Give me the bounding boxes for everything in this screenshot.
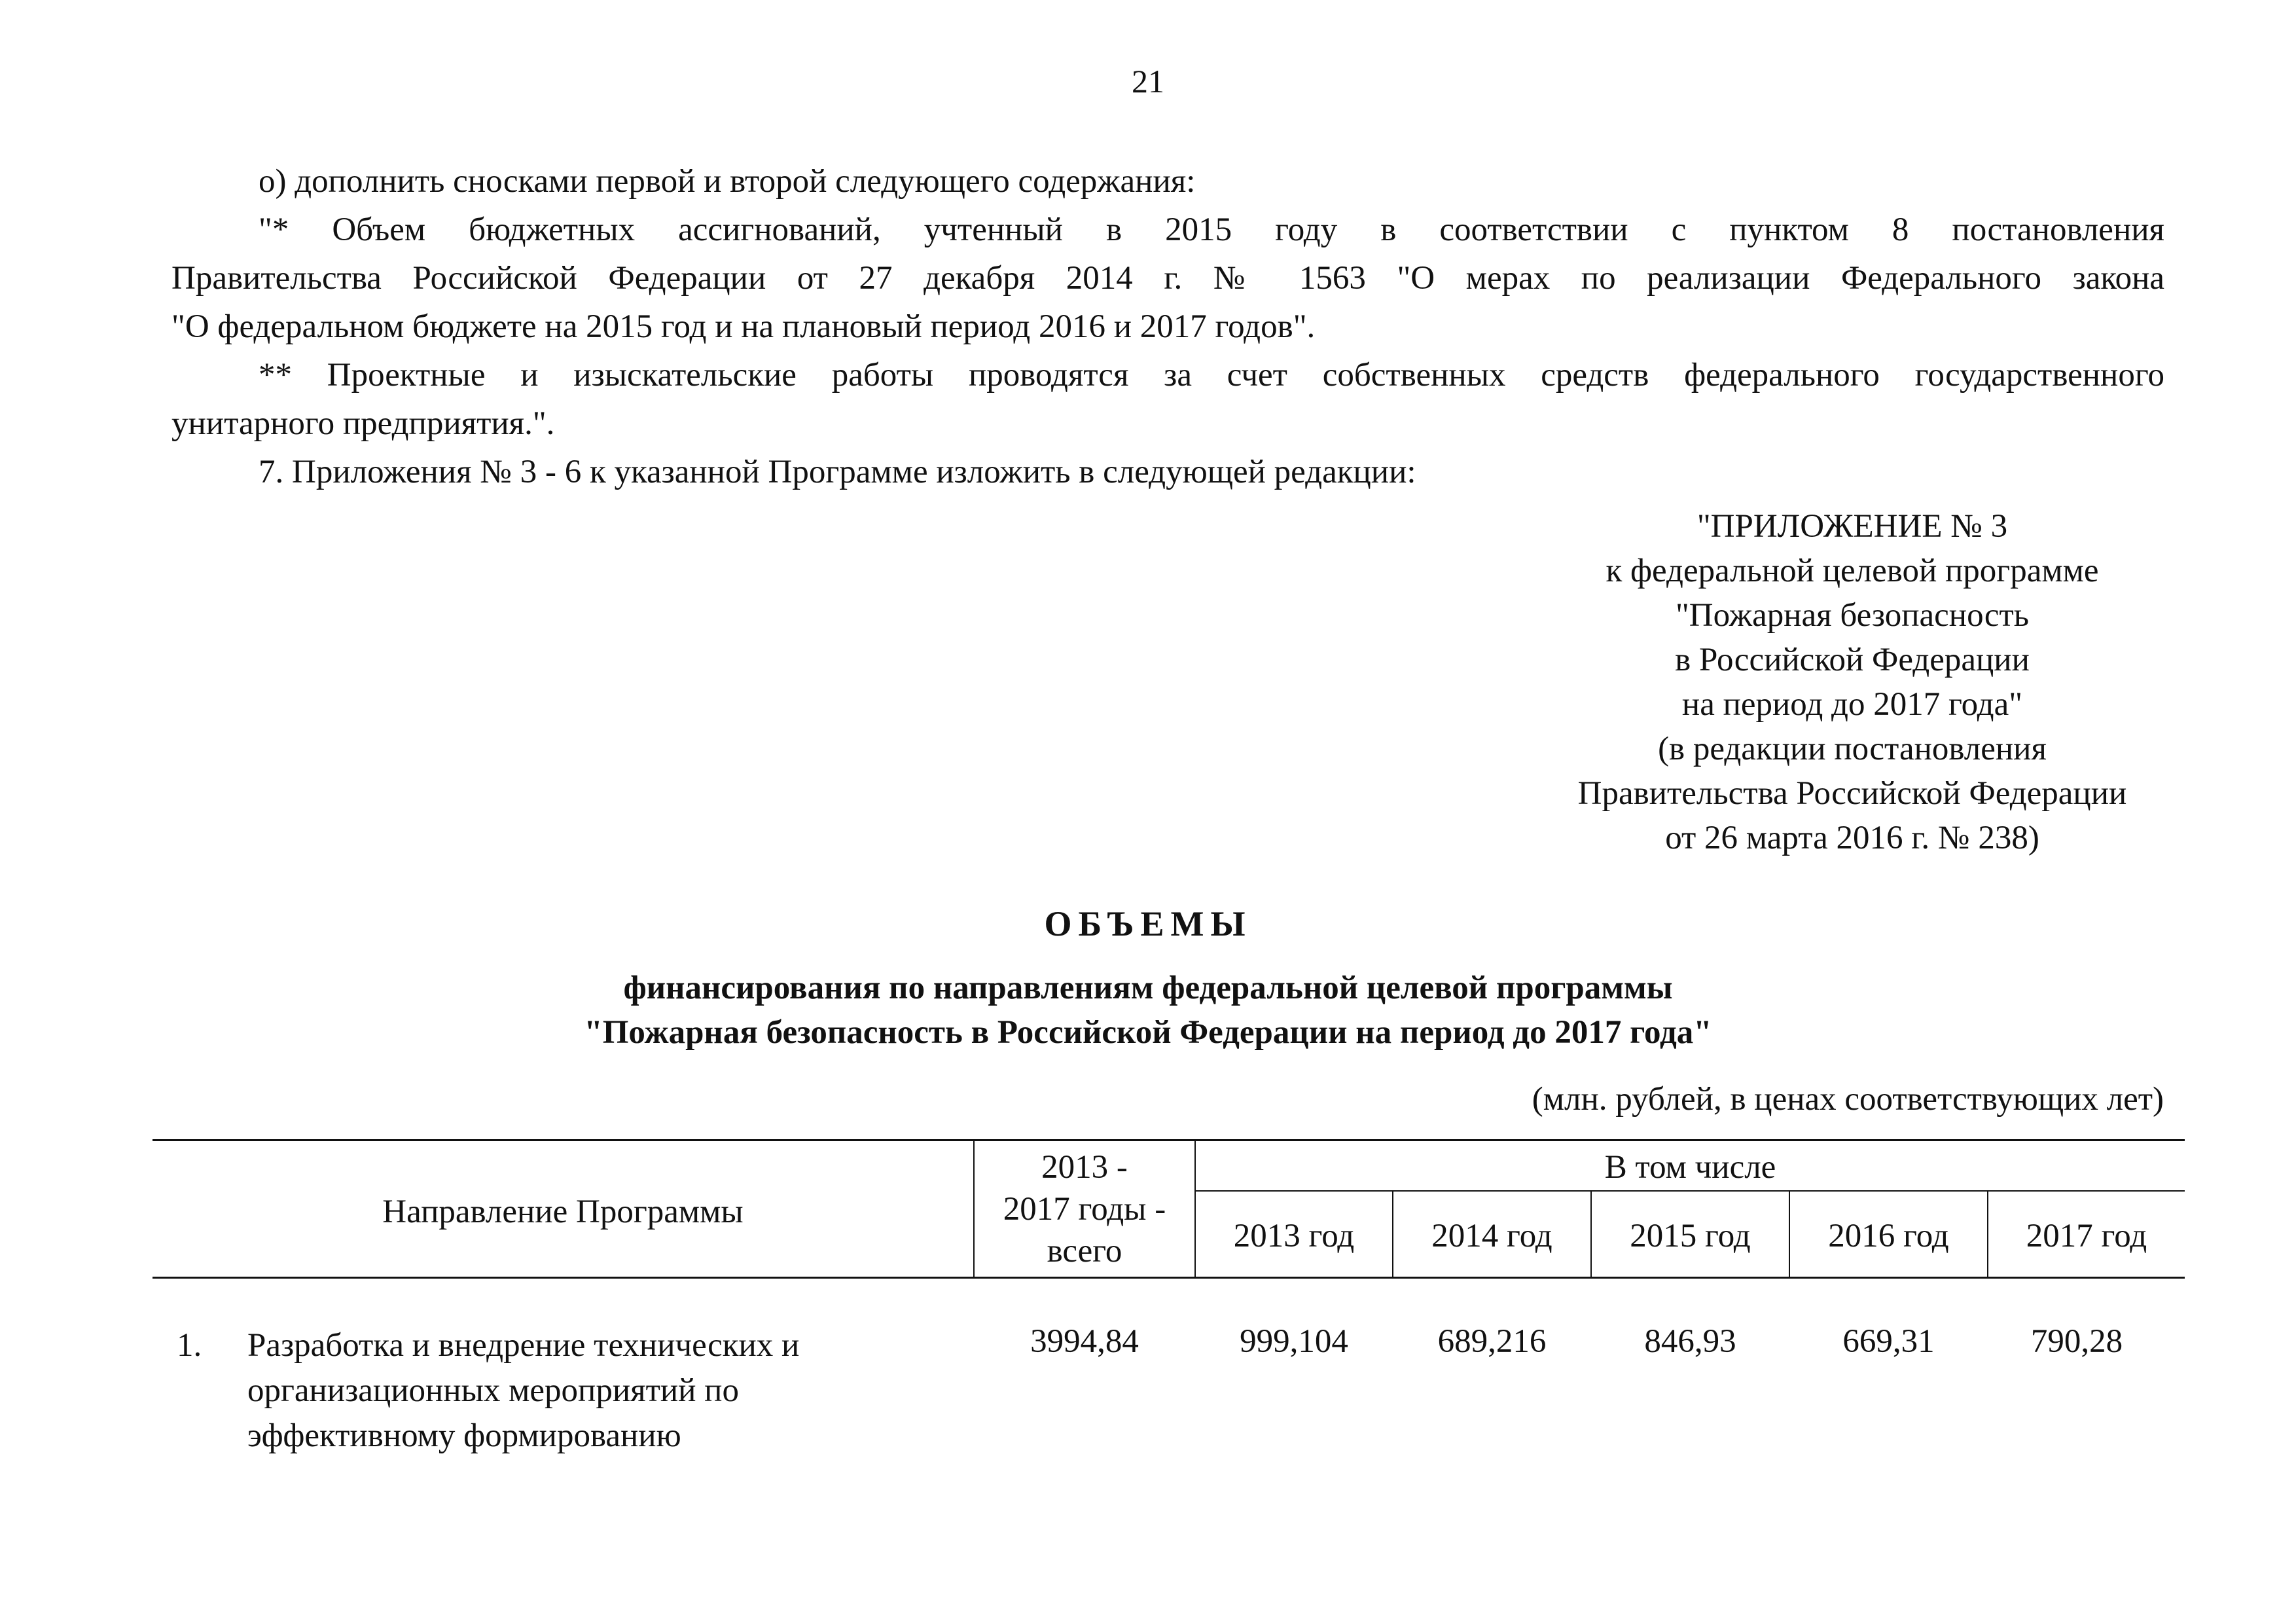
appendix-line: "ПРИЛОЖЕНИЕ № 3 [1696, 508, 2008, 545]
units-note: (млн. рублей, в ценах соответствующих лет) [1532, 1081, 2164, 1118]
page-number: 21 [1132, 63, 1164, 100]
footnote2-line1: ** Проектные и изыскательские работы проводятся за счет собственных средств федерального государственного [259, 357, 2164, 393]
header-year-2016: 2016 год [1828, 1218, 1949, 1254]
subheader-rule [1194, 1190, 2185, 1192]
appendix-block [1505, 504, 2199, 860]
row-value-2014: 689,216 [1437, 1323, 1547, 1360]
row-value-2013: 999,104 [1240, 1323, 1348, 1360]
header-year-2013: 2013 год [1233, 1218, 1355, 1254]
header-including: В том числе [1604, 1149, 1776, 1186]
footnote1-line1: "* Объем бюджетных ассигнований, учтенный в 2015 году в соответствии с пунктом 8 постановления [259, 211, 2164, 248]
document-title: ОБЪЕМЫ [1044, 904, 1252, 943]
footnote2-line2: унитарного предприятия.". [171, 405, 555, 442]
row-value-2015: 846,93 [1644, 1323, 1736, 1360]
appendix-line: от 26 марта 2016 г. № 238) [1665, 820, 2039, 856]
subtitle-line: "Пожарная безопасность в Российской Федерации на период до 2017 года" [584, 1014, 1712, 1051]
subtitle-line: финансирования по направлениям федеральной целевой программы [623, 970, 1673, 1006]
intro-line: о) дополнить сносками первой и второй следующего содержания: [259, 163, 1196, 200]
appendix-line: (в редакции постановления [1658, 731, 2047, 767]
header-bottom-rule [152, 1277, 2185, 1279]
header-total-line2: 2017 годы - [1003, 1191, 1166, 1228]
appendix-line: Правительства Российской Федерации [1577, 775, 2127, 812]
table-top-rule [152, 1139, 2185, 1141]
header-year-2017: 2017 год [2026, 1218, 2147, 1254]
row-direction-line: Разработка и внедрение технических и [247, 1327, 800, 1364]
item7-line: 7. Приложения № 3 - 6 к указанной Программе изложить в следующей редакции: [259, 454, 1416, 490]
header-year-2014: 2014 год [1431, 1218, 1552, 1254]
appendix-line: "Пожарная безопасность [1675, 597, 2030, 634]
row-value-2016: 669,31 [1842, 1323, 1935, 1360]
document-subtitle [0, 966, 2296, 1055]
appendix-line: на период до 2017 года" [1681, 686, 2023, 723]
footnote1-line3: "О федеральном бюджете на 2015 год и на плановый период 2016 и 2017 годов". [171, 308, 1316, 345]
header-total-line1: 2013 - [1041, 1149, 1128, 1186]
row-direction-line: эффективному формированию [247, 1417, 681, 1454]
appendix-line: в Российской Федерации [1675, 642, 2030, 678]
header-total-line3: всего [1047, 1233, 1122, 1269]
row-direction-line: организационных мероприятий по [247, 1372, 739, 1409]
appendix-line: к федеральной целевой программе [1605, 553, 2099, 589]
header-direction: Направление Программы [382, 1194, 744, 1230]
row-value-2017: 790,28 [2030, 1323, 2123, 1360]
row-total: 3994,84 [1030, 1323, 1139, 1360]
row-number: 1. [177, 1327, 202, 1364]
footnote1-line2: Правительства Российской Федерации от 27 декабря 2014 г. № 1563 "О мерах по реализации Федерального закона [171, 260, 2164, 297]
header-year-2015: 2015 год [1630, 1218, 1751, 1254]
